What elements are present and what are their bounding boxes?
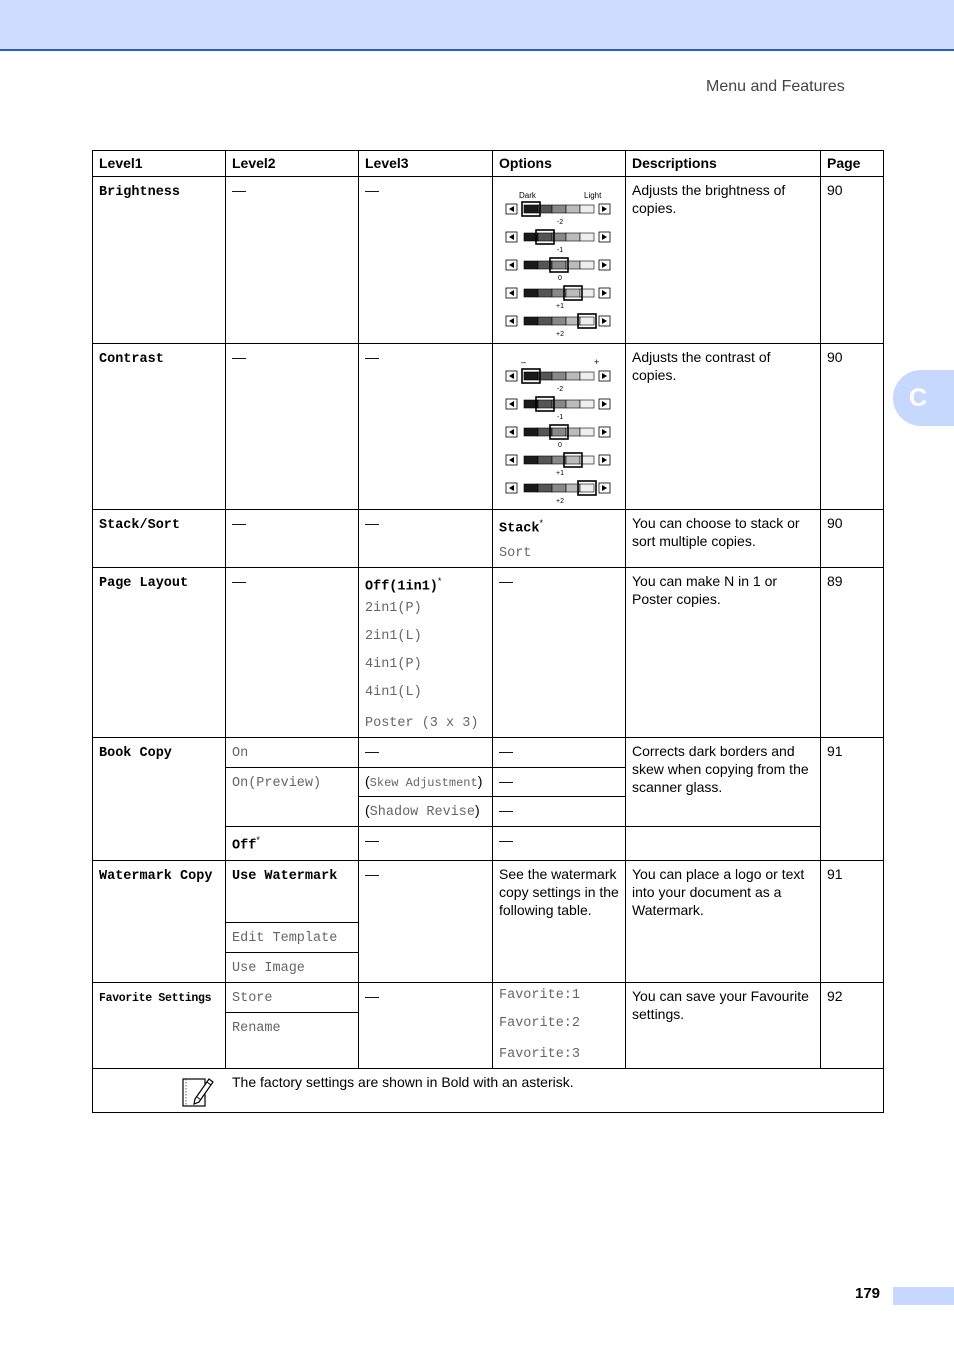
level-segment xyxy=(566,400,580,408)
table-row-brightness xyxy=(93,177,884,344)
contrast-level3: — xyxy=(359,344,493,510)
level-segment xyxy=(580,372,594,380)
level-step-label: +1 xyxy=(556,470,564,477)
level-step-label: -1 xyxy=(556,247,564,254)
chapter-tab xyxy=(893,370,954,426)
book-copy-off-description xyxy=(626,827,821,861)
level-segment xyxy=(538,317,552,325)
level-segment xyxy=(524,261,538,269)
option-2in1-p: 2in1(P) xyxy=(365,601,422,616)
contrast-slider-row xyxy=(506,425,610,449)
contrast-page: 90 xyxy=(821,344,884,510)
favorite-description: You can save your Favourite settings. xyxy=(626,982,821,1068)
brightness-slider-row xyxy=(506,314,610,338)
book-copy-off-level3: — xyxy=(359,827,493,861)
table-row-page-layout xyxy=(93,568,884,738)
level-segment xyxy=(552,484,566,492)
book-copy-off-options: — xyxy=(493,827,626,861)
table-row-book-copy-preview: On(Preview) (Skew Adjustment) — xyxy=(93,768,884,797)
brightness-slider-graphic xyxy=(495,181,623,339)
level-segment xyxy=(580,400,594,408)
level-segment xyxy=(524,317,538,325)
watermark-level3: — xyxy=(359,860,493,982)
brightness-level2: — xyxy=(226,177,359,344)
level-segment xyxy=(580,317,594,325)
book-copy-description: Corrects dark borders and skew when copying from the scanner glass. xyxy=(626,738,821,827)
table-row-stack-sort xyxy=(93,510,884,568)
option-edit-template: Edit Template xyxy=(232,930,338,946)
option-4in1-p: 4in1(P) xyxy=(365,657,422,672)
level-segment xyxy=(580,205,594,213)
favorite-page: 92 xyxy=(821,982,884,1068)
level-step-label: +1 xyxy=(556,303,564,310)
option-use-watermark: Use Watermark xyxy=(232,868,338,884)
level-step-label: +2 xyxy=(556,498,564,505)
contrast-slider-graphic xyxy=(495,348,623,505)
stack-sort-page: 90 xyxy=(821,510,884,568)
level-segment xyxy=(566,233,580,241)
level-segment xyxy=(552,205,566,213)
level-segment xyxy=(524,428,538,436)
level-segment xyxy=(552,372,566,380)
brightness-label: Brightness xyxy=(99,185,181,200)
table-row-favorite xyxy=(93,982,884,1012)
option-off-1in1: Off(1in1) xyxy=(365,579,438,595)
header-level2: Level2 xyxy=(226,151,359,177)
contrast-slider-row xyxy=(506,397,610,421)
book-copy-label: Book Copy xyxy=(99,746,172,761)
brightness-dark-label: Dark xyxy=(519,191,536,200)
option-favorite-2: Favorite:2 xyxy=(499,1015,581,1031)
default-asterisk: * xyxy=(256,835,260,845)
table-row-watermark xyxy=(93,860,884,922)
level-segment xyxy=(538,484,552,492)
header-level1: Level1 xyxy=(93,151,226,177)
contrast-slider-row xyxy=(506,369,610,393)
default-asterisk: * xyxy=(437,576,442,586)
level-segment xyxy=(580,428,594,436)
stack-sort-level3: — xyxy=(359,510,493,568)
level-segment xyxy=(566,456,580,464)
option-favorite-1: Favorite:1 xyxy=(499,987,581,1003)
option-sort: Sort xyxy=(499,546,532,561)
note-text: The factory settings are shown in Bold with an asterisk. xyxy=(232,1073,574,1090)
option-store: Store xyxy=(232,990,273,1006)
contrast-slider-row xyxy=(506,453,610,477)
brightness-light-label: Light xyxy=(584,191,602,200)
page-layout-level2: — xyxy=(226,568,359,738)
watermark-copy-label: Watermark Copy xyxy=(99,868,213,884)
header-descriptions: Descriptions xyxy=(626,151,821,177)
brightness-level3: — xyxy=(359,177,493,344)
brightness-slider-row xyxy=(506,286,610,310)
shadow-options: — xyxy=(493,797,626,827)
level-segment xyxy=(524,289,538,297)
level-segment xyxy=(580,261,594,269)
level-segment xyxy=(552,428,566,436)
table-row-book-copy xyxy=(93,738,884,768)
level-segment xyxy=(524,456,538,464)
option-stack: Stack xyxy=(499,521,540,537)
level-step-label: -2 xyxy=(556,219,564,226)
option-on: On xyxy=(232,746,249,761)
brightness-slider-row xyxy=(506,230,610,254)
page-layout-options: — xyxy=(493,568,626,738)
level-segment xyxy=(524,372,538,380)
note-pencil-icon xyxy=(181,1075,215,1109)
level-segment xyxy=(566,205,580,213)
book-copy-on-level3: — xyxy=(359,738,493,768)
level-segment xyxy=(524,484,538,492)
option-poster: Poster (3 x 3) xyxy=(365,716,479,731)
watermark-page: 91 xyxy=(821,860,884,982)
brightness-page: 90 xyxy=(821,177,884,344)
option-4in1-l: 4in1(L) xyxy=(365,685,422,700)
level-segment xyxy=(538,456,552,464)
level-segment xyxy=(538,289,552,297)
skew-options: — xyxy=(493,768,626,797)
page-number: 179 xyxy=(855,1285,881,1302)
option-shadow-revise: Shadow Revise xyxy=(369,805,475,820)
page-layout-description: You can make N in 1 or Poster copies. xyxy=(626,568,821,738)
contrast-level2: — xyxy=(226,344,359,510)
page-header-title: Menu and Features xyxy=(706,78,845,95)
page-layout-page: 89 xyxy=(821,568,884,738)
level-step-label: 0 xyxy=(558,442,562,449)
table-row-note xyxy=(93,1068,884,1112)
contrast-label: Contrast xyxy=(99,352,164,367)
header-level3: Level3 xyxy=(359,151,493,177)
table-header-row xyxy=(93,151,884,177)
level-segment xyxy=(524,205,538,213)
chapter-tab-letter: C xyxy=(909,383,928,412)
default-asterisk: * xyxy=(539,518,544,528)
contrast-description: Adjusts the contrast of copies. xyxy=(626,344,821,510)
level-segment xyxy=(566,372,580,380)
stack-sort-label: Stack/Sort xyxy=(99,518,181,533)
level-step-label: -1 xyxy=(556,414,564,421)
option-rename: Rename xyxy=(232,1020,281,1036)
level-segment xyxy=(538,400,552,408)
level-step-label: +2 xyxy=(556,331,564,338)
level-step-label: 0 xyxy=(558,275,562,282)
favorite-settings-label: Favorite Settings xyxy=(99,991,212,1005)
brightness-slider-row xyxy=(506,202,610,226)
header-page: Page xyxy=(821,151,884,177)
level-step-label: -2 xyxy=(556,386,564,393)
option-on-preview: On(Preview) xyxy=(232,776,322,791)
option-2in1-l: 2in1(L) xyxy=(365,629,422,644)
table-row-contrast xyxy=(93,344,884,510)
page-number-bar xyxy=(893,1287,954,1305)
watermark-description: You can place a logo or text into your document as a Watermark. xyxy=(626,860,821,982)
brightness-description: Adjusts the brightness of copies. xyxy=(626,177,821,344)
contrast-minus-label: – xyxy=(521,357,527,367)
contrast-plus-label: + xyxy=(594,357,600,367)
option-off: Off xyxy=(232,838,257,854)
book-copy-on-options: — xyxy=(493,738,626,768)
level-segment xyxy=(580,233,594,241)
favorite-level3: — xyxy=(359,982,493,1068)
level-segment xyxy=(566,289,580,297)
level-segment xyxy=(538,233,552,241)
contrast-slider-row xyxy=(506,481,610,505)
option-skew-adjustment: Skew Adjustment xyxy=(369,776,478,790)
menu-table xyxy=(92,150,884,1113)
option-favorite-3: Favorite:3 xyxy=(499,1046,581,1062)
watermark-options: See the watermark copy settings in the following table. xyxy=(493,860,626,982)
level-segment xyxy=(580,484,594,492)
option-use-image: Use Image xyxy=(232,960,305,976)
book-copy-page: 91 xyxy=(821,738,884,861)
stack-sort-description: You can choose to stack or sort multiple copies. xyxy=(626,510,821,568)
stack-sort-level2: — xyxy=(226,510,359,568)
table-row-book-copy-shadow: (Shadow Revise) — xyxy=(93,797,884,827)
header-options: Options xyxy=(493,151,626,177)
brightness-slider-row xyxy=(506,258,610,282)
level-segment xyxy=(552,317,566,325)
level-segment xyxy=(552,261,566,269)
page-layout-label: Page Layout xyxy=(99,576,189,591)
header-bar xyxy=(0,0,954,51)
